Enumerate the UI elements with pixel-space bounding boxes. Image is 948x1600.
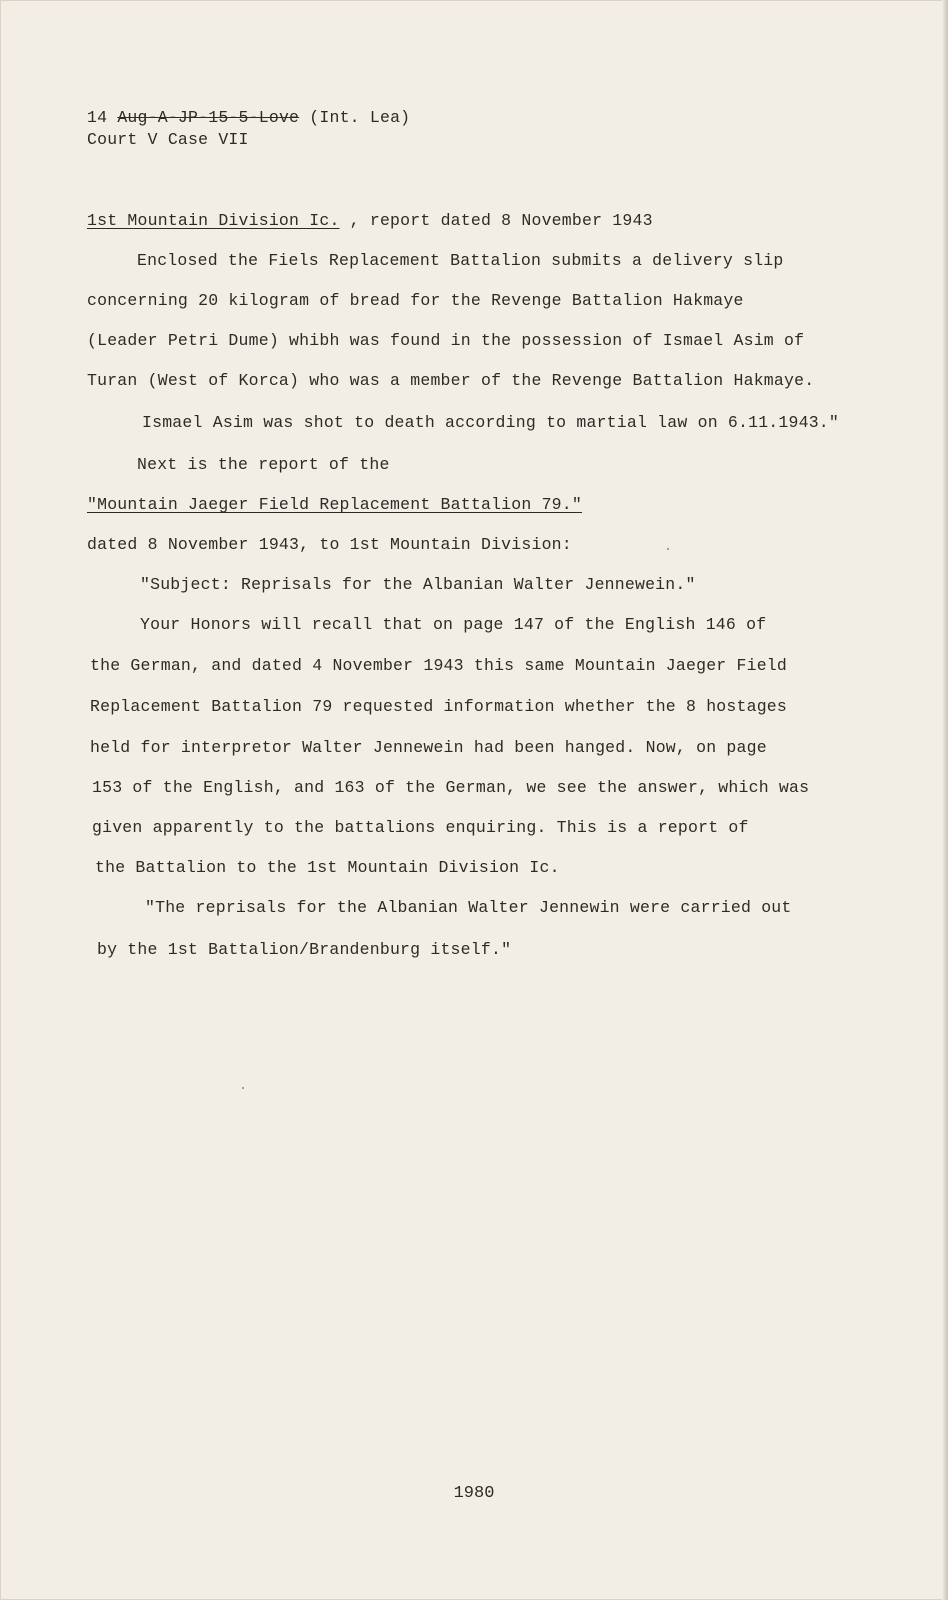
body-line: the German, and dated 4 November 1943 this same Mountain Jaeger Field [90,656,788,675]
header-struck-code: Aug-A-JP-15-5-Love [117,108,300,127]
subject-line: "Subject: Reprisals for the Albanian Walter Jennewein." [140,575,696,594]
body-line: concerning 20 kilogram of bread for the Revenge Battalion Hakmaye [87,291,744,310]
body-line: 153 of the English, and 163 of the German, we see the answer, which was [92,778,810,797]
body-line: given apparently to the battalions enquiring. This is a report of [92,818,749,837]
source-line [87,211,653,230]
body-line: Replacement Battalion 79 requested information whether the 8 hostages [90,697,788,716]
body-line: held for interpretor Walter Jennewein had been hanged. Now, on page [90,738,767,757]
body-line: Ismael Asim was shot to death according to martial law on 6.11.1943." [142,413,840,432]
body-line: Enclosed the Fiels Replacement Battalion submits a delivery slip [137,251,784,270]
page-number: 1980 [453,1484,495,1503]
quote-line: by the 1st Battalion/Brandenburg itself." [97,940,512,959]
header-reference [87,108,410,127]
source-reference: 1st Mountain Division Ic. [87,211,340,230]
body-line: (Leader Petri Dume) whibh was found in the possession of Ismael Asim of [87,331,805,350]
body-line: Turan (West of Korca) who was a member of the Revenge Battalion Hakmaye. [87,371,815,390]
body-line: dated 8 November 1943, to 1st Mountain Division: [87,535,572,554]
paper-speck [242,1087,244,1089]
body-line: Your Honors will recall that on page 147 of the English 146 of [140,615,767,634]
header-prefix: 14 [87,108,118,127]
body-line: Next is the report of the [137,455,390,474]
body-line: the Battalion to the 1st Mountain Division Ic. [95,858,560,877]
source-report-date: , report dated 8 November 1943 [339,211,653,230]
quote-line: "The reprisals for the Albanian Walter Jennewin were carried out [145,898,792,917]
paper-speck [667,548,669,550]
header-suffix: (Int. Lea) [299,108,411,127]
court-case-line: Court V Case VII [87,130,249,149]
battalion-reference: "Mountain Jaeger Field Replacement Battalion 79." [87,495,582,514]
